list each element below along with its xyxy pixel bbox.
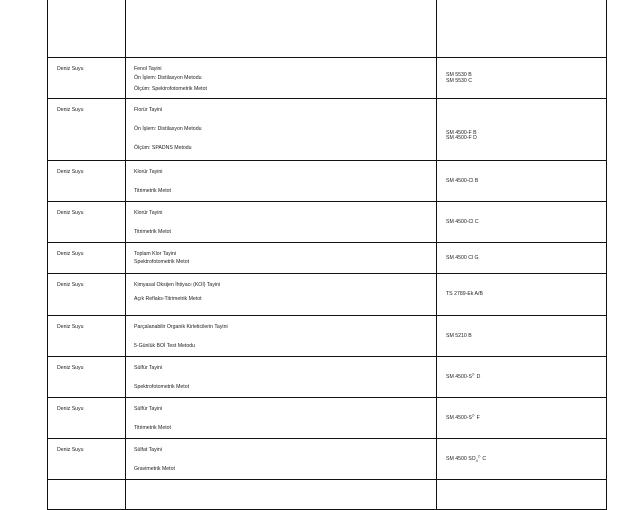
table-row bbox=[48, 439, 607, 480]
method-text: Açık Reflaks-Titrimetrik Metot bbox=[134, 296, 202, 303]
standard-code: SM 5530 C bbox=[446, 77, 472, 84]
parameter-name: Parçalanabilir Organik Kirleticilerin Tayini bbox=[134, 324, 228, 330]
matrix-cell: Deniz Suyu bbox=[48, 357, 126, 398]
matrix-cell: Deniz Suyu bbox=[48, 398, 126, 439]
standard-cell bbox=[437, 480, 607, 510]
standard-code: TS 2789-Ek A/B bbox=[446, 291, 483, 298]
parameter-cell bbox=[126, 439, 437, 480]
table-row bbox=[48, 480, 607, 510]
standard-code: SM 4500 $SO_4^{2-}$ C bbox=[446, 454, 487, 463]
parameter-name: Toplam Klor Tayini bbox=[134, 251, 176, 257]
parameter-name: Klorür Tayini bbox=[134, 169, 163, 175]
parameter-name: Sülfür Tayini bbox=[134, 365, 163, 371]
standard-code: SM $4500-S^{2-}$ F bbox=[446, 413, 480, 421]
standard-code: SM 4500-Cl C bbox=[446, 218, 479, 225]
standard-cell bbox=[437, 243, 607, 274]
table-row bbox=[48, 0, 607, 58]
methods-table bbox=[47, 0, 607, 510]
standard-code: SM 5530 B bbox=[446, 72, 472, 79]
parameter-name: Sülfat Tayini bbox=[134, 447, 162, 453]
methods-table-body bbox=[48, 0, 607, 510]
table-row bbox=[48, 274, 607, 316]
method-text: 5-Günlük BOİ Test Metodu bbox=[134, 343, 196, 350]
table-row bbox=[48, 316, 607, 357]
matrix-cell bbox=[48, 0, 126, 58]
method-text: Gravimetrik Metot bbox=[134, 466, 175, 473]
parameter-cell bbox=[126, 316, 437, 357]
table-row bbox=[48, 161, 607, 202]
standard-cell bbox=[437, 202, 607, 243]
parameter-name: Fenol Tayini bbox=[134, 66, 162, 72]
matrix-cell: Deniz Suyu bbox=[48, 274, 126, 316]
table-row bbox=[48, 357, 607, 398]
standard-code: SM 4500-F D bbox=[446, 135, 477, 141]
parameter-cell bbox=[126, 480, 437, 510]
pretreatment-text: Ön İşlem: Distilasyon Metodu bbox=[134, 126, 202, 133]
method-text: Spektrofotometrik Metot bbox=[134, 259, 190, 266]
parameter-name: Kimyasal Oksijen İhtiyacı (KOİ) Tayini bbox=[134, 282, 221, 288]
matrix-cell bbox=[48, 480, 126, 510]
standard-cell bbox=[437, 398, 607, 439]
standard-cell bbox=[437, 58, 607, 99]
matrix-cell: Deniz Suyu bbox=[48, 202, 126, 243]
standard-code: SM $4500-S^{2-}$ D bbox=[446, 372, 481, 380]
parameter-cell bbox=[126, 274, 437, 316]
parameter-cell bbox=[126, 99, 437, 161]
standard-cell bbox=[437, 357, 607, 398]
parameter-cell bbox=[126, 243, 437, 274]
matrix-cell: Deniz Suyu bbox=[48, 243, 126, 274]
standard-cell bbox=[437, 316, 607, 357]
matrix-cell: Deniz Suyu bbox=[48, 161, 126, 202]
parameter-cell bbox=[126, 161, 437, 202]
parameter-cell bbox=[126, 58, 437, 99]
measurement-text: Ölçüm: Spektrofotometrik Metot bbox=[134, 86, 207, 93]
table-row bbox=[48, 58, 607, 99]
standard-code: SM 4500-F B bbox=[446, 129, 477, 136]
parameter-name: Sülfür Tayini bbox=[134, 406, 163, 412]
matrix-cell: Deniz Suyu bbox=[48, 439, 126, 480]
method-text: Spektrofotometrik Metot bbox=[134, 384, 190, 391]
matrix-cell: Deniz Suyu bbox=[48, 58, 126, 99]
standard-cell bbox=[437, 161, 607, 202]
standard-code: SM 4500-Cl B bbox=[446, 177, 479, 184]
table-row bbox=[48, 398, 607, 439]
parameter-name: Florür Tayini bbox=[134, 107, 163, 113]
measurement-text: Ölçüm: SPADNS Metodu bbox=[134, 145, 192, 152]
matrix-cell: Deniz Suyu bbox=[48, 99, 126, 161]
standard-cell bbox=[437, 274, 607, 316]
table-row bbox=[48, 99, 607, 161]
standard-code: SM 4500 Cl G bbox=[446, 254, 479, 261]
standard-cell bbox=[437, 439, 607, 480]
parameter-cell bbox=[126, 202, 437, 243]
parameter-cell bbox=[126, 357, 437, 398]
matrix-cell: Deniz Suyu bbox=[48, 316, 126, 357]
parameter-name: Klorür Tayini bbox=[134, 210, 163, 216]
table-row bbox=[48, 202, 607, 243]
method-text: Titrimetrik Metot bbox=[134, 188, 171, 195]
standard-code: SM 5210 B bbox=[446, 332, 472, 339]
method-text: Titrimetrik Metot bbox=[134, 425, 171, 432]
parameter-cell bbox=[126, 398, 437, 439]
parameter-cell bbox=[126, 0, 437, 58]
standard-cell bbox=[437, 99, 607, 161]
pretreatment-text: Ön İşlem: Distilasyon Metodu bbox=[134, 75, 202, 82]
table-row bbox=[48, 243, 607, 274]
method-text: Titrimetrik Metot bbox=[134, 229, 171, 236]
standard-cell bbox=[437, 0, 607, 58]
